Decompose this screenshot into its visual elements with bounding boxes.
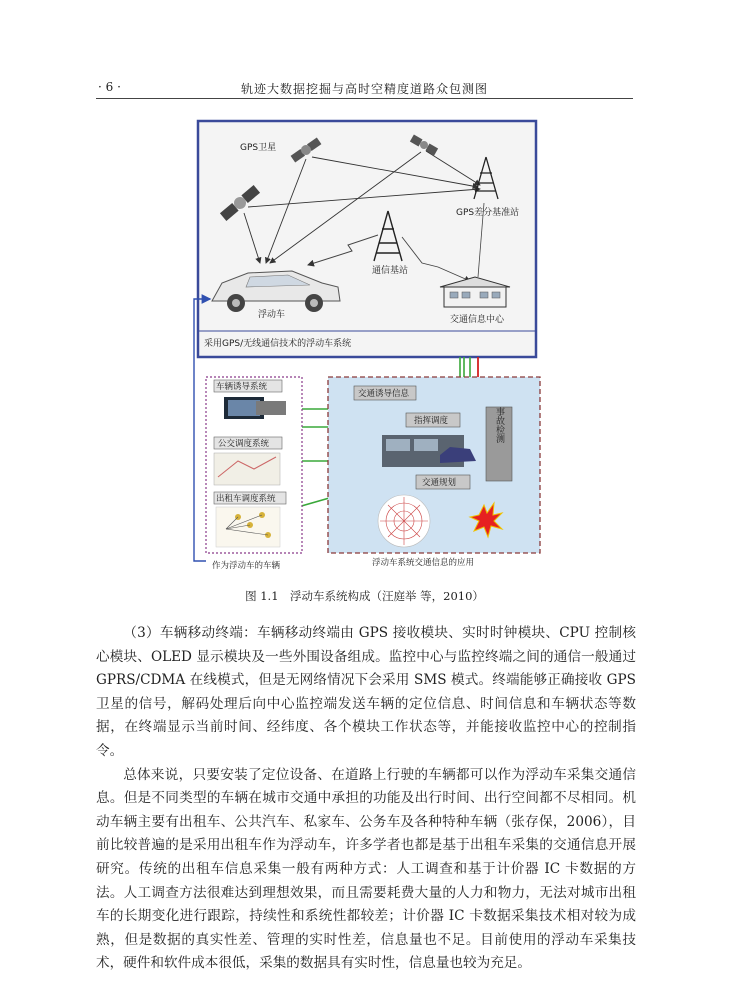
taxi-dispatch-label: 出租车调度系统 <box>216 494 276 504</box>
page-number: · 6 · <box>98 80 121 94</box>
center-label: 交通信息中心 <box>450 315 505 325</box>
system-label: 采用GPS/无线通信技术的浮动车系统 <box>204 339 352 349</box>
control-room-image <box>382 435 476 467</box>
base-station-label: GPS差分基准站 <box>456 208 520 218</box>
guidance-info-label: 交通诱导信息 <box>358 389 410 399</box>
floating-car-system-figure <box>188 117 548 581</box>
road-network-map <box>378 495 430 547</box>
taxi-dispatch-item <box>214 492 286 547</box>
figure-caption: 图 1.1 浮动车系统构成（汪庭举 等，2010） <box>245 589 484 603</box>
paragraph-summary: 总体来说，只要安装了定位设备、在道路上行驶的车辆都可以作为浮动车采集交通信息。但是不同类型的车辆在城市交通中承担的功能及出行时间、出行空间都不尽相同。机动车辆主要有出租车、公共汽车、私家车、公务车及各种特种车辆（张存保，2006），目前比较普遍的是采用出租车作为浮动车，许多学者也都是基于出租车采集的交通信息开展研究。传统的出租车信息采集一般有两种方式：人工调查和基于计价器 IC 卡数据的方法。人工调查方法很难达到理想效果，而且需要耗费大量的人力和物力，无法对城市出租车的长期变化进行跟踪，持续性和系统性都较差；计价器 IC 卡数据采集技术相对较为成熟，但是数据的真实性差、管理的实时性差，信息量也不足。目前使用的浮动车采集技术，硬件和软件成本很低，采集的数据具有实时性，信息量也较为充足。 <box>96 766 636 972</box>
comm-station-label: 通信基站 <box>372 266 409 276</box>
application-panel-footer: 浮动车系统交通信息的应用 <box>372 558 475 568</box>
bus-dispatch-label: 公交调度系统 <box>218 439 270 449</box>
event-detection-box <box>486 406 512 481</box>
traffic-planning-label: 交通规划 <box>422 478 457 488</box>
body-text <box>96 622 636 976</box>
vehicle-guidance-label: 车辆诱导系统 <box>216 382 268 392</box>
event-detection-label: 事故检测 <box>494 407 504 443</box>
bus-dispatch-item <box>214 437 282 485</box>
car-label: 浮动车 <box>258 310 286 320</box>
satellite-label: GPS卫星 <box>240 143 277 153</box>
running-title: 轨迹大数据挖掘与高时空精度道路众包测图 <box>240 82 488 96</box>
paragraph-terminal: （3）车辆移动终端：车辆移动终端由 GPS 接收模块、实时时钟模块、CPU 控制核心模块、OLED 显示模块及一些外围设备组成。监控中心与监控终端之间的通信一般通过 GPRS/CDMA 在线模式，但是无网络情况下会采用 SMS 模式。终端能够正确接收 GPS 卫星的信号，解码处理后向中心监控端发送车辆的定位信息、时间信息和车辆状态等数据，在终端显示当前时间、经纬度、各个模块工作状态等，并能接收监控中心的控制指令。 <box>96 625 636 759</box>
command-dispatch-label: 指挥调度 <box>414 416 449 426</box>
vehicle-panel-footer: 作为浮动车的车辆 <box>212 561 281 571</box>
page-header <box>96 78 633 99</box>
